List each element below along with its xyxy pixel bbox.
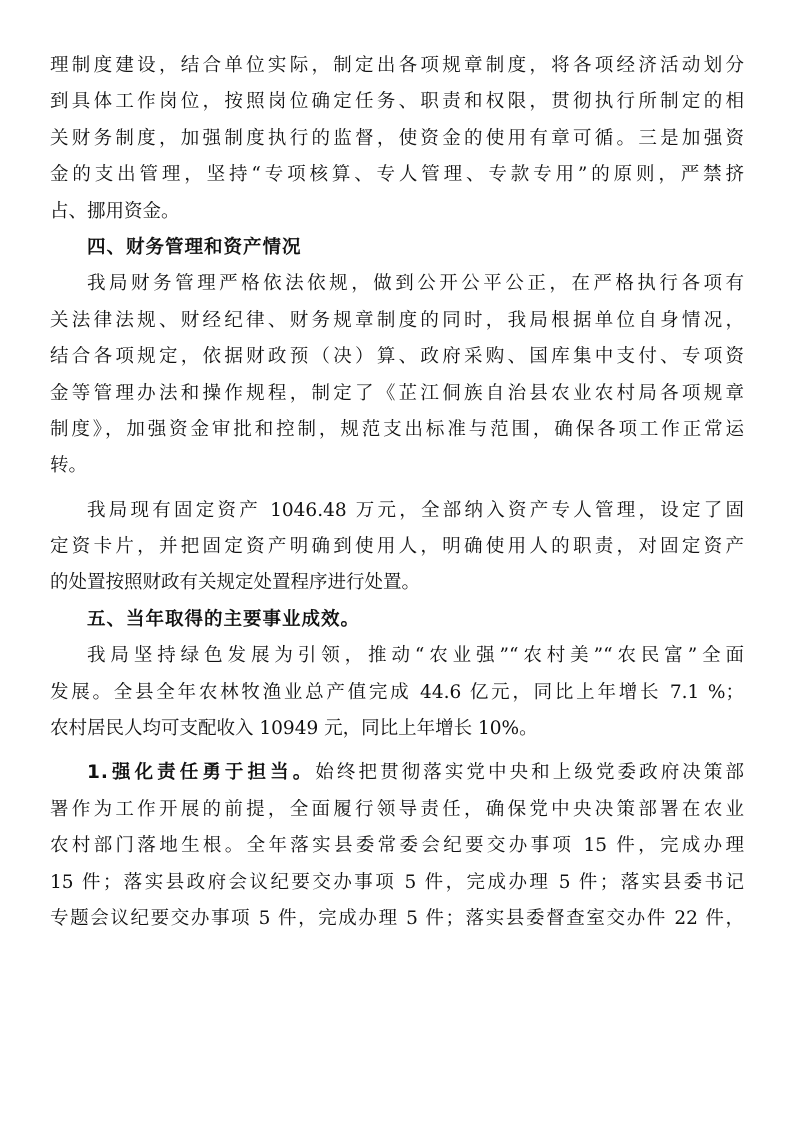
subsection-lead: 1.强化责任勇于担当。: [87, 762, 316, 784]
text-line: 制度》，加强资金审批和控制，规范支出标准与范围，确保各项工作正常运: [50, 418, 744, 440]
text-line: 金等管理办法和操作规程，制定了《芷江侗族自治县农业农村局各项规章: [50, 382, 744, 404]
text-line: 关法律法规、财经纪律、财务规章制度的同时，我局根据单位自身情况，: [50, 309, 744, 331]
text-line: 发展。全县全年农林牧渔业总产值完成 44.6 亿元，同比上年增长 7.1 %；: [50, 681, 744, 703]
text-line: 署作为工作开展的前提，全面履行领导责任，确保党中央决策部署在农业: [50, 798, 744, 820]
text-line: 我局坚持绿色发展为引领，推动“农业强”“农村美”“农民富”全面: [87, 645, 744, 667]
text-line: 理制度建设，结合单位实际，制定出各项规章制度，将各项经济活动划分: [50, 55, 744, 76]
paragraph-gap: [50, 747, 744, 755]
text-line: 农村部门落地生根。全年落实县委常委会纪要交办事项 15 件，完成办理: [50, 835, 744, 857]
text-line: 农村居民人均可支配收入 10949 元，同比上年增长 10%。: [50, 718, 538, 740]
text-line: 15 件；落实县政府会议纪要交办事项 5 件，完成办理 5 件；落实县委书记: [50, 871, 744, 893]
paragraph-responsibility: [50, 755, 744, 937]
paragraph-finance-management: [50, 266, 744, 484]
text-line: 占、挪用资金。: [50, 200, 180, 222]
text-line: 到具体工作岗位，按照岗位确定任务、职责和权限，贯彻执行所制定的相: [50, 91, 744, 113]
text-line: 结合各项规定，依据财政预（决）算、政府采购、国库集中支付、专项资: [50, 346, 744, 368]
paragraph-budget-management: [50, 48, 744, 230]
text-line: 定资卡片，并把固定资产明确到使用人，明确使用人的职责，对固定资产: [50, 536, 744, 558]
section-heading-achievements: 五、当年取得的主要事业成效。: [87, 608, 361, 630]
text-line: 关财务制度，加强制度执行的监督，使资金的使用有章可循。三是加强资: [50, 127, 744, 149]
text-line: 专题会议纪要交办事项 5 件，完成办理 5 件；落实县委督查室交办件 22 件，: [50, 907, 744, 929]
text-line: 金的支出管理，坚持“专项核算、专人管理、专款专用”的原则，严禁挤: [50, 164, 744, 186]
text-line-rest: 始终把贯彻落实党中央和上级党委政府决策部: [315, 762, 744, 784]
text-line: 的处置按照财政有关规定处置程序进行处置。: [50, 572, 421, 594]
section-heading-finance-assets: 四、财务管理和资产情况: [87, 236, 302, 258]
paragraph-fixed-assets: [50, 493, 744, 602]
paragraph-gap: [50, 485, 744, 493]
text-line: 我局财务管理严格依法依规，做到公开公平公正，在严格执行各项有: [87, 273, 744, 295]
paragraph-green-development: [50, 638, 744, 747]
text-line: 转。: [50, 455, 88, 477]
document-body: [50, 48, 744, 937]
text-line: 我局现有固定资产 1046.48 万元，全部纳入资产专人管理，设定了固: [87, 499, 744, 521]
text-line: [50, 755, 744, 791]
